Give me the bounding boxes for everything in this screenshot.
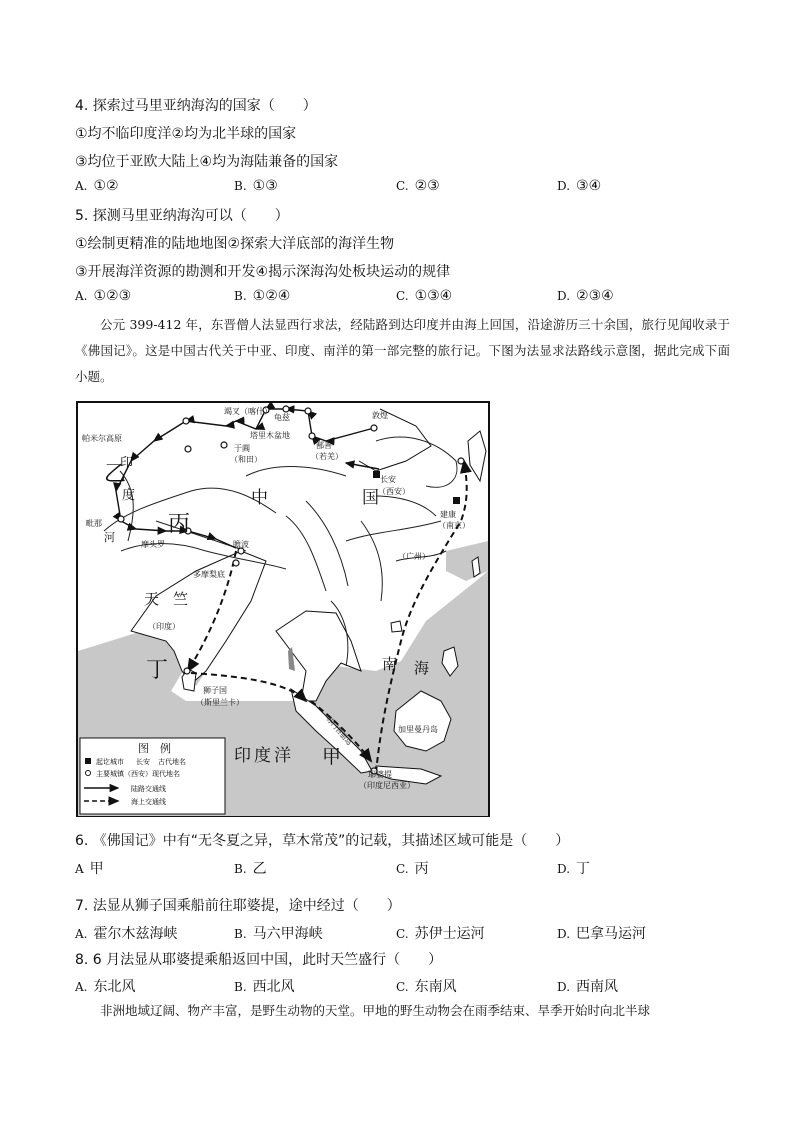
q4-option-d[interactable]: D. ③④ (557, 178, 602, 194)
label-tianzhu-modern: （印度） (148, 622, 180, 631)
city-dot (371, 425, 377, 431)
label-yutian: 于阗 (234, 444, 250, 453)
label-zhanbo: 瞻波 (233, 540, 249, 549)
city-dot (458, 458, 464, 464)
hainan-land (391, 621, 402, 632)
marker-jia: 甲 (322, 746, 342, 768)
q5-option-c[interactable]: C. ①③④ (396, 288, 453, 304)
city-dot (183, 418, 189, 424)
label-indian-ocean: 印度洋 (234, 746, 294, 766)
label-tianzhu: 天竺 (144, 590, 203, 608)
q6-option-d[interactable]: D. 丁 (557, 861, 591, 877)
marker-ding: 丁 (146, 658, 169, 683)
legend-square-icon (85, 758, 91, 764)
marker-bing: 丙 (168, 512, 191, 537)
label-changan: 长安 (380, 475, 396, 484)
legend-row4: 海上交通线 (131, 798, 166, 806)
taiwan-land (472, 557, 480, 577)
city-dot (221, 442, 227, 448)
q6-option-c[interactable]: C. 丙 (396, 861, 429, 877)
label-talimu: 塔里木盆地 (250, 431, 290, 440)
legend-circle-icon (86, 771, 91, 776)
city-dot (283, 406, 289, 412)
q8-option-c[interactable]: C. 东南风 (396, 979, 457, 995)
legend-title: 图 例 (138, 742, 171, 755)
label-dunhuang: 敦煌 (372, 411, 388, 420)
legend-row1b: 长安 (136, 758, 150, 766)
q4-option-a[interactable]: A. ①② (75, 178, 119, 194)
label-shanshan-modern: （若羌） (311, 452, 343, 461)
q7-stem: 7. 法显从狮子国乘船前往耶婆提，途中经过（ ） (75, 898, 401, 914)
city-dot (309, 433, 315, 439)
legend-row2a: 主要城镇（西安）现代地名 (96, 770, 180, 778)
label-du: 度 (122, 488, 136, 503)
q5-stem: 5. 探测马里亚纳海沟可以（ ） (75, 208, 289, 224)
q6-stem: 6. 《佛国记》中有“无冬夏之异，草木常茂”的记载，其描述区域可能是（ ） (75, 833, 570, 849)
legend-row1c: 古代地名 (158, 758, 186, 766)
q8-option-b[interactable]: B. 西北风 (234, 979, 295, 995)
passage-faxian: 公元 399-412 年，东晋僧人法显西行求法，经陆路到达印度并由海上回国，沿途游历三十余国，旅行见闻收录于《佛国记》。这是中国古代关于中亚、印度、南洋的第一部完整的旅行记。下图为法显求法路线示意图，据此完成下面小题。 (75, 317, 730, 384)
q8-stem: 8. 6 月法显从耶婆提乘船返回中国，此时天竺盛行（ ） (75, 952, 443, 968)
city-dot (185, 446, 191, 452)
city-dot (233, 560, 239, 566)
label-he: 河 (104, 531, 115, 544)
label-jiankang-modern: （南京） (438, 521, 470, 530)
q6-option-a[interactable]: A 甲 (75, 861, 104, 877)
city-dot (118, 516, 124, 522)
city-dot (184, 668, 190, 674)
q8-option-d[interactable]: D. 西南风 (557, 979, 619, 995)
marker-yi: 乙 (104, 462, 127, 487)
faxian-route-map (76, 401, 490, 817)
map-legend (80, 738, 225, 814)
label-nanhai-hai: 海 (414, 659, 430, 677)
q4-stem: 4. 探索过马里亚纳海沟的国家（ ） (75, 98, 317, 114)
city-dot (305, 408, 311, 414)
label-pamir: 帕米尔高原 (82, 434, 122, 443)
label-sumatra: 苏门答腊岛 (324, 715, 354, 748)
q5-option-d[interactable]: D. ②③④ (557, 288, 614, 304)
label-changan-modern: （西安） (378, 487, 410, 496)
q7-option-d[interactable]: D. 巴拿马运河 (557, 926, 647, 942)
label-pina: 毗那 (86, 519, 102, 528)
label-shiziguo: 狮子国 (203, 686, 227, 695)
changan-square-icon (373, 471, 380, 478)
label-nanhai-nan: 南 (382, 655, 398, 673)
q4-statement-2: ③均位于亚欧大陆上④均为海陆兼备的国家 (75, 154, 339, 170)
q7-option-a[interactable]: A. 霍尔木兹海峡 (75, 926, 178, 942)
q4-option-b[interactable]: B. ①③ (234, 178, 278, 194)
q5-option-a[interactable]: A. ①②③ (75, 288, 132, 304)
passage-africa: 非洲地域辽阔、物产丰富，是野生动物的天堂。甲地的野生动物会在雨季结束、旱季开始时向北半球 (100, 1003, 651, 1018)
q8-option-a[interactable]: A. 东北风 (75, 979, 136, 995)
label-duomolidi: 多摩梨底 (193, 570, 225, 579)
label-shanshan: 鄯善 (316, 441, 332, 450)
legend-row1a: 起讫城市 (96, 758, 124, 766)
label-guo: 国 (362, 488, 379, 508)
q5-statement-2: ③开展海洋资源的勘测和开发④揭示深海沟处板块运动的规律 (75, 264, 451, 280)
q4-statement-1: ①均不临印度洋②均为北半球的国家 (75, 126, 297, 142)
q5-statement-1: ①绘制更精准的陆地地图②探索大洋底部的海洋生物 (75, 236, 395, 252)
label-yepoti-modern: （印度尼西亚） (359, 781, 415, 790)
label-shiziguo-modern: （斯里兰卡） (196, 698, 244, 707)
q7-option-c[interactable]: C. 苏伊士运河 (396, 926, 485, 942)
label-yutian-modern: （和田） (230, 455, 262, 464)
label-shule: 竭叉（喀什） (224, 407, 272, 416)
q6-option-b[interactable]: B. 乙 (234, 861, 267, 877)
q4-option-c[interactable]: C. ②③ (396, 178, 440, 194)
label-qiuci: 龟兹 (274, 413, 290, 422)
label-jiankang: 建康 (440, 510, 456, 519)
label-kalimantan: 加里曼丹岛 (398, 725, 438, 734)
q7-option-b[interactable]: B. 马六甲海峡 (234, 926, 323, 942)
label-yin: 印 (120, 456, 134, 471)
label-motouluo: 摩头罗 (141, 540, 165, 549)
legend-row3: 陆路交通线 (131, 785, 166, 793)
label-guangzhou: （广州） (398, 552, 430, 561)
label-zhong: 中 (251, 488, 268, 508)
q5-option-b[interactable]: B. ①②④ (234, 288, 291, 304)
label-yepoti: 耶婆提 (368, 770, 392, 779)
jiankang-square-icon (453, 497, 460, 504)
